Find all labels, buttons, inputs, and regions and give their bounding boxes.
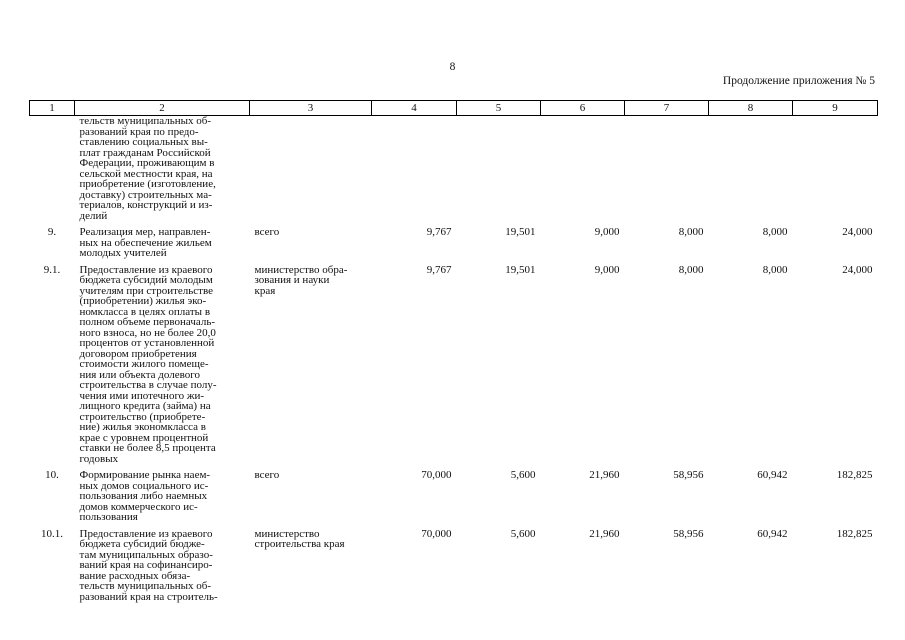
row-executor: министерство строительства края: [254, 527, 345, 550]
table-body: [30, 116, 878, 609]
row-value-col4: 9,767: [426, 226, 452, 238]
row-number: [30, 116, 75, 228]
column-header: 6: [541, 101, 625, 116]
budget-table: [29, 100, 878, 608]
row-executor: министерство обра- зования и науки края: [254, 263, 348, 297]
table-row: [30, 470, 878, 529]
row-value-col4: [372, 116, 457, 228]
column-header: 7: [625, 101, 709, 116]
row-executor: всего: [254, 469, 280, 481]
row-value-col4: 70,000: [421, 469, 452, 481]
row-description: Предоставление из краевого бюджета субсидий бюдже- там муниципальных образо- ваний края на софинансиро- вание расходных обяза- тельств муниципальных об- разований края на строитель-: [79, 527, 218, 603]
table-row: [30, 265, 878, 471]
row-value-col6: 21,960: [589, 469, 620, 481]
page-number: 8: [449, 61, 456, 73]
row-value-col7: [625, 116, 709, 228]
row-value-col9: 24,000: [842, 226, 873, 238]
row-description: Формирование рынка наем- ных домов социального ис- пользования либо наемных домов коммерческого ис- пользования: [79, 469, 211, 523]
row-value-col4: 9,767: [426, 263, 452, 276]
row-number: 9.: [47, 226, 57, 238]
row-value-col6: 9,000: [594, 263, 620, 276]
row-value-col5: [457, 116, 541, 228]
row-value-col4: 70,000: [421, 527, 452, 540]
row-value-col6: 21,960: [589, 527, 620, 540]
row-number: 9.1.: [43, 263, 61, 276]
continuation-note: Продолжение приложения № 5: [722, 75, 875, 87]
row-number: 10.1.: [41, 527, 63, 540]
row-value-col8: 8,000: [762, 263, 788, 276]
row-value-col7: 58,956: [673, 469, 704, 481]
row-value-col6: [541, 116, 625, 228]
table-row: [30, 227, 878, 265]
row-value-col8: 8,000: [762, 226, 788, 238]
row-value-col8: [709, 116, 793, 228]
row-description: тельств муниципальных об- разований края по предо- ставлению социальных вы- плат гражданам Российской Федерации, проживающим в сельской местности края, на приобретение (изготовление, доставку) строительных ма- териалов, конструкций и из- делий: [79, 115, 216, 222]
row-executor: [250, 116, 372, 228]
table-row: [30, 529, 878, 609]
column-header: 4: [372, 101, 457, 116]
row-value-col5: 5,600: [510, 469, 536, 481]
row-value-col8: 60,942: [757, 527, 788, 540]
column-header: 8: [709, 101, 793, 116]
row-number: 10.: [45, 469, 59, 481]
column-header: 3: [250, 101, 372, 116]
header-row: [30, 101, 878, 116]
row-value-col7: 8,000: [678, 226, 704, 238]
row-value-col7: 58,956: [673, 527, 704, 540]
row-value-col9: [793, 116, 878, 228]
row-value-col9: 24,000: [842, 263, 873, 276]
row-value-col9: 182,825: [836, 527, 873, 540]
table-row: [30, 116, 878, 228]
row-value-col7: 8,000: [678, 263, 704, 276]
row-value-col8: 60,942: [757, 469, 788, 481]
row-value-col5: 19,501: [505, 263, 536, 276]
row-description: Реализация мер, направлен- ных на обеспечение жильем молодых учителей: [79, 226, 212, 259]
column-header: 5: [457, 101, 541, 116]
column-header: 2: [75, 101, 250, 116]
row-value-col9: 182,825: [836, 469, 873, 481]
column-header: 1: [30, 101, 75, 116]
row-value-col5: 5,600: [510, 527, 536, 540]
row-value-col6: 9,000: [594, 226, 620, 238]
row-executor: всего: [254, 226, 280, 238]
row-description: Предоставление из краевого бюджета субсидий молодым учителям при строительстве (приобретении) жилья эко- номкласса в целях оплаты в полном объеме первоначаль- ного взноса, но не более 20,0 процентов от установленной договором приобретения стоимости жилого помеще- ния или объекта долевого строительства в случае полу- чения ими ипотечного жи- лищного кредита (займа) на строительство (приобрете- ние) жилья экономкласса в крае с уровнем процентной ставки не более 8,5 процента годовых: [79, 263, 217, 465]
column-header: 9: [793, 101, 878, 116]
row-value-col5: 19,501: [505, 226, 536, 238]
